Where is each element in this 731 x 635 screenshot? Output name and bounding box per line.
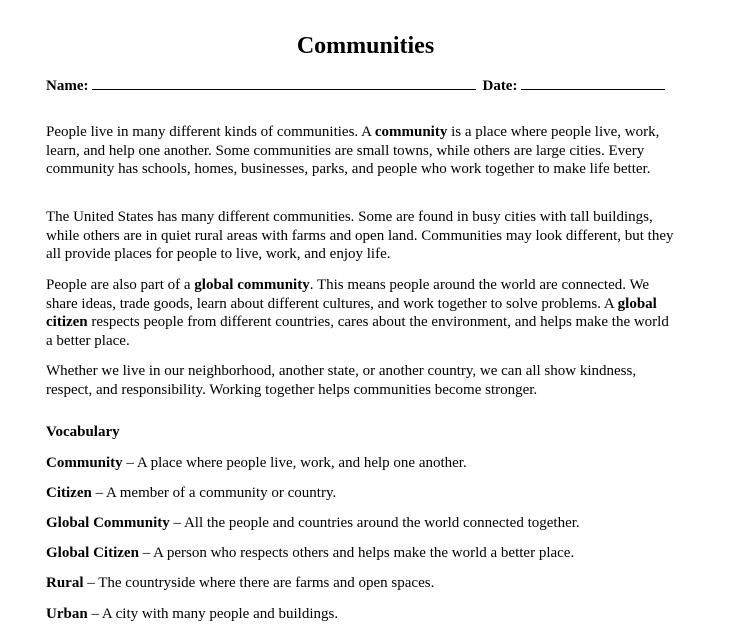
vocab-term: Global Community xyxy=(46,515,170,531)
term-community: community xyxy=(374,124,448,140)
vocab-definition: – A member of a community or country. xyxy=(91,485,337,501)
vocab-item-global-citizen xyxy=(46,544,706,562)
name-blank[interactable] xyxy=(92,74,476,90)
paragraph-global xyxy=(46,276,674,350)
vocab-definition: – A city with many people and buildings. xyxy=(87,606,339,622)
paragraph-text: People live in many different kinds of communities. A xyxy=(46,124,375,140)
term-global-community: global community xyxy=(194,277,310,293)
vocab-definition: – The countryside where there are farms and open spaces. xyxy=(83,575,435,591)
vocab-item-rural xyxy=(46,574,706,592)
term-global-citizen: global citizen xyxy=(46,295,657,330)
paragraph-us-communities: The United States has many different communities. Some are found in busy cities with tall buildings, while others are in quiet rural areas with farms and open land. Communities may look different, but they all provide places for people to live, work, and enjoy life. xyxy=(46,209,674,262)
vocabulary-heading: Vocabulary xyxy=(46,424,120,440)
vocab-term: Rural xyxy=(46,575,84,591)
vocab-term: Urban xyxy=(46,606,88,622)
vocab-term: Community xyxy=(46,455,123,471)
paragraph-intro xyxy=(46,123,674,179)
vocab-definition: – A person who respects others and helps make the world a better place. xyxy=(138,545,575,561)
paragraph-text: is a place where people live, work, learn, and help one another. Some communities are small towns, while others are large cities. Every community has schools, homes, businesses, parks, and people who work together to make life better. xyxy=(46,124,660,177)
vocab-definition: – A place where people live, work, and help one another. xyxy=(122,455,467,471)
vocab-item-citizen xyxy=(46,484,706,502)
name-date-row xyxy=(46,74,686,96)
paragraph-text: People are also part of a xyxy=(46,277,195,293)
page-title: Communities xyxy=(296,33,435,59)
vocab-item-community xyxy=(46,454,706,472)
vocab-item-urban xyxy=(46,605,706,623)
vocab-definition: – All the people and countries around the world connected together. xyxy=(169,515,580,531)
date-label: Date: xyxy=(482,78,518,94)
vocab-term: Citizen xyxy=(46,485,92,501)
vocab-term: Global Citizen xyxy=(46,545,139,561)
date-blank[interactable] xyxy=(521,74,665,90)
paragraph-text: . This means people around the world are connected. We share ideas, trade goods, learn about different cultures, and work together to solve problems. A xyxy=(46,277,650,312)
paragraph-conclusion: Whether we live in our neighborhood, another state, or another country, we can all show kindness, respect, and responsibility. Working together helps communities become stronger. xyxy=(46,363,637,398)
name-label: Name: xyxy=(46,78,89,94)
vocab-item-global-community xyxy=(46,514,706,532)
paragraph-text: respects people from different countries, cares about the environment, and helps make the world a better place. xyxy=(46,314,669,349)
